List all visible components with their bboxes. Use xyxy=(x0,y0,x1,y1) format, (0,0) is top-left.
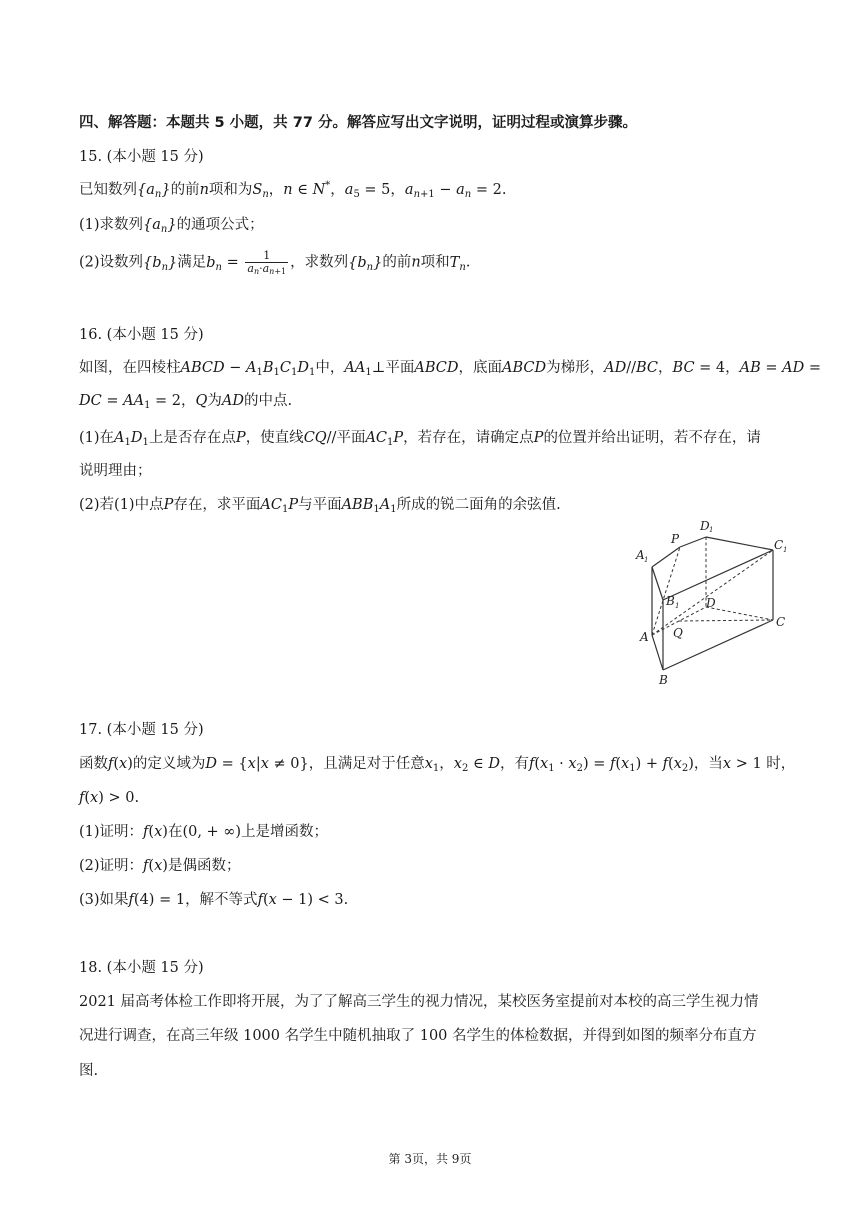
q16-statement-line1: 如图，在四棱柱ABCD − $A_1B_1C_1D_1$中，$AA_1\perp$平面ABCD，底面ABCD为梯形，AD//BC，BC = 4，AB = AD = xyxy=(79,360,822,378)
edge-d1-c1 xyxy=(706,537,773,550)
label-b1-sub: 1 xyxy=(675,602,680,610)
q15-statement: 已知数列$\{a_n\}$的前n项和为$S_n$，n ∈ N*，$a_5 = 5$，$a_{n+1} - a_n = 2$. xyxy=(79,180,507,200)
label-d1: D xyxy=(700,519,710,533)
prism-figure xyxy=(630,512,795,687)
q17-part3: (3)如果f(4) = 1，解不等式f(x − 1) < 3. xyxy=(79,892,349,908)
edge-a1-p xyxy=(652,547,680,567)
label-c1: C xyxy=(774,538,784,552)
label-b: B xyxy=(659,673,668,687)
edge-a-c1 xyxy=(652,550,773,635)
q15-part1: (1)求数列$\{a_n\}$的通项公式； xyxy=(79,217,264,235)
q17-part2: (2)证明：f(x)是偶函数； xyxy=(79,858,241,874)
fraction: $\frac{1}{a_n\cdot a_{n+1}}$ xyxy=(247,249,287,276)
q16-part1-line2: 说明理由； xyxy=(79,463,152,479)
q18-line1: 2021 届高考体检工作即将开展，为了了解高三学生的视力情况，某校医务室提前对本校的高三学生视力情 xyxy=(79,994,759,1010)
label-d1-sub: 1 xyxy=(709,526,714,534)
q16-statement-line2: DC = $AA_1 = 2$，Q为AD的中点. xyxy=(79,393,293,411)
q18-line3: 图. xyxy=(79,1063,99,1079)
q16-part2: (2)若(1)中点P存在，求平面$AC_1P$与平面$ABB_1A_1$所成的锐二面角的余弦值. xyxy=(79,497,561,515)
edge-b1-c1 xyxy=(663,550,773,600)
q18-line2: 况进行调查，在高三年级 1000 名学生中随机抽取了 100 名学生的体检数据，并得到如图的频率分布直方 xyxy=(79,1028,757,1044)
section-heading: 四、解答题：本题共 5 小题，共 77 分。解答应写出文字说明，证明过程或演算步骤。 xyxy=(79,115,637,131)
edge-p-d1 xyxy=(680,537,706,547)
label-p: P xyxy=(671,532,680,546)
q15-header: 15. (本小题 15 分) xyxy=(79,149,204,165)
page-footer: 第 3页，共 9页 xyxy=(388,1152,472,1166)
edge-a-p xyxy=(652,547,680,635)
q15-part2: (2)设数列$\{b_n\}$满足$b_n$ = $\frac{1}{a_n\cdot a_{n+1}}$ ，求数列$\{b_n\}$的前n项和$T_n$. xyxy=(79,249,471,276)
label-c1-sub: 1 xyxy=(783,546,788,554)
label-c: C xyxy=(776,615,786,629)
label-b1: B xyxy=(666,594,675,608)
label-a: A xyxy=(640,630,649,644)
edge-a-b xyxy=(652,635,663,670)
q17-statement-line2: f(x) > 0. xyxy=(79,790,140,806)
q17-statement-line1: 函数f(x)的定义域为D = {x|x ≠ 0}，且满足对于任意$x_1$，$x_2$ ∈ D，有$f(x_1 \cdot x_2) = f(x_1) + f(x_2)$，当x > 1 时， xyxy=(79,756,796,774)
edge-q-c xyxy=(679,620,773,621)
q17-header: 17. (本小题 15 分) xyxy=(79,722,204,738)
q16-header: 16. (本小题 15 分) xyxy=(79,327,204,343)
q18-header: 18. (本小题 15 分) xyxy=(79,960,204,976)
edge-d-c xyxy=(706,607,773,620)
edge-a1-b1 xyxy=(652,567,663,600)
label-d: D xyxy=(706,596,716,610)
q16-part1-line1: (1)在$A_1D_1$上是否存在点P，使直线CQ//平面$AC_1P$，若存在，请确定点P的位置并给出证明，若不存在，请 xyxy=(79,430,761,448)
label-a1: A xyxy=(636,548,645,562)
q17-part1: (1)证明：f(x)在(0, + ∞)上是增函数； xyxy=(79,824,329,840)
label-q: Q xyxy=(673,626,683,640)
label-a1-sub: 1 xyxy=(644,556,649,564)
